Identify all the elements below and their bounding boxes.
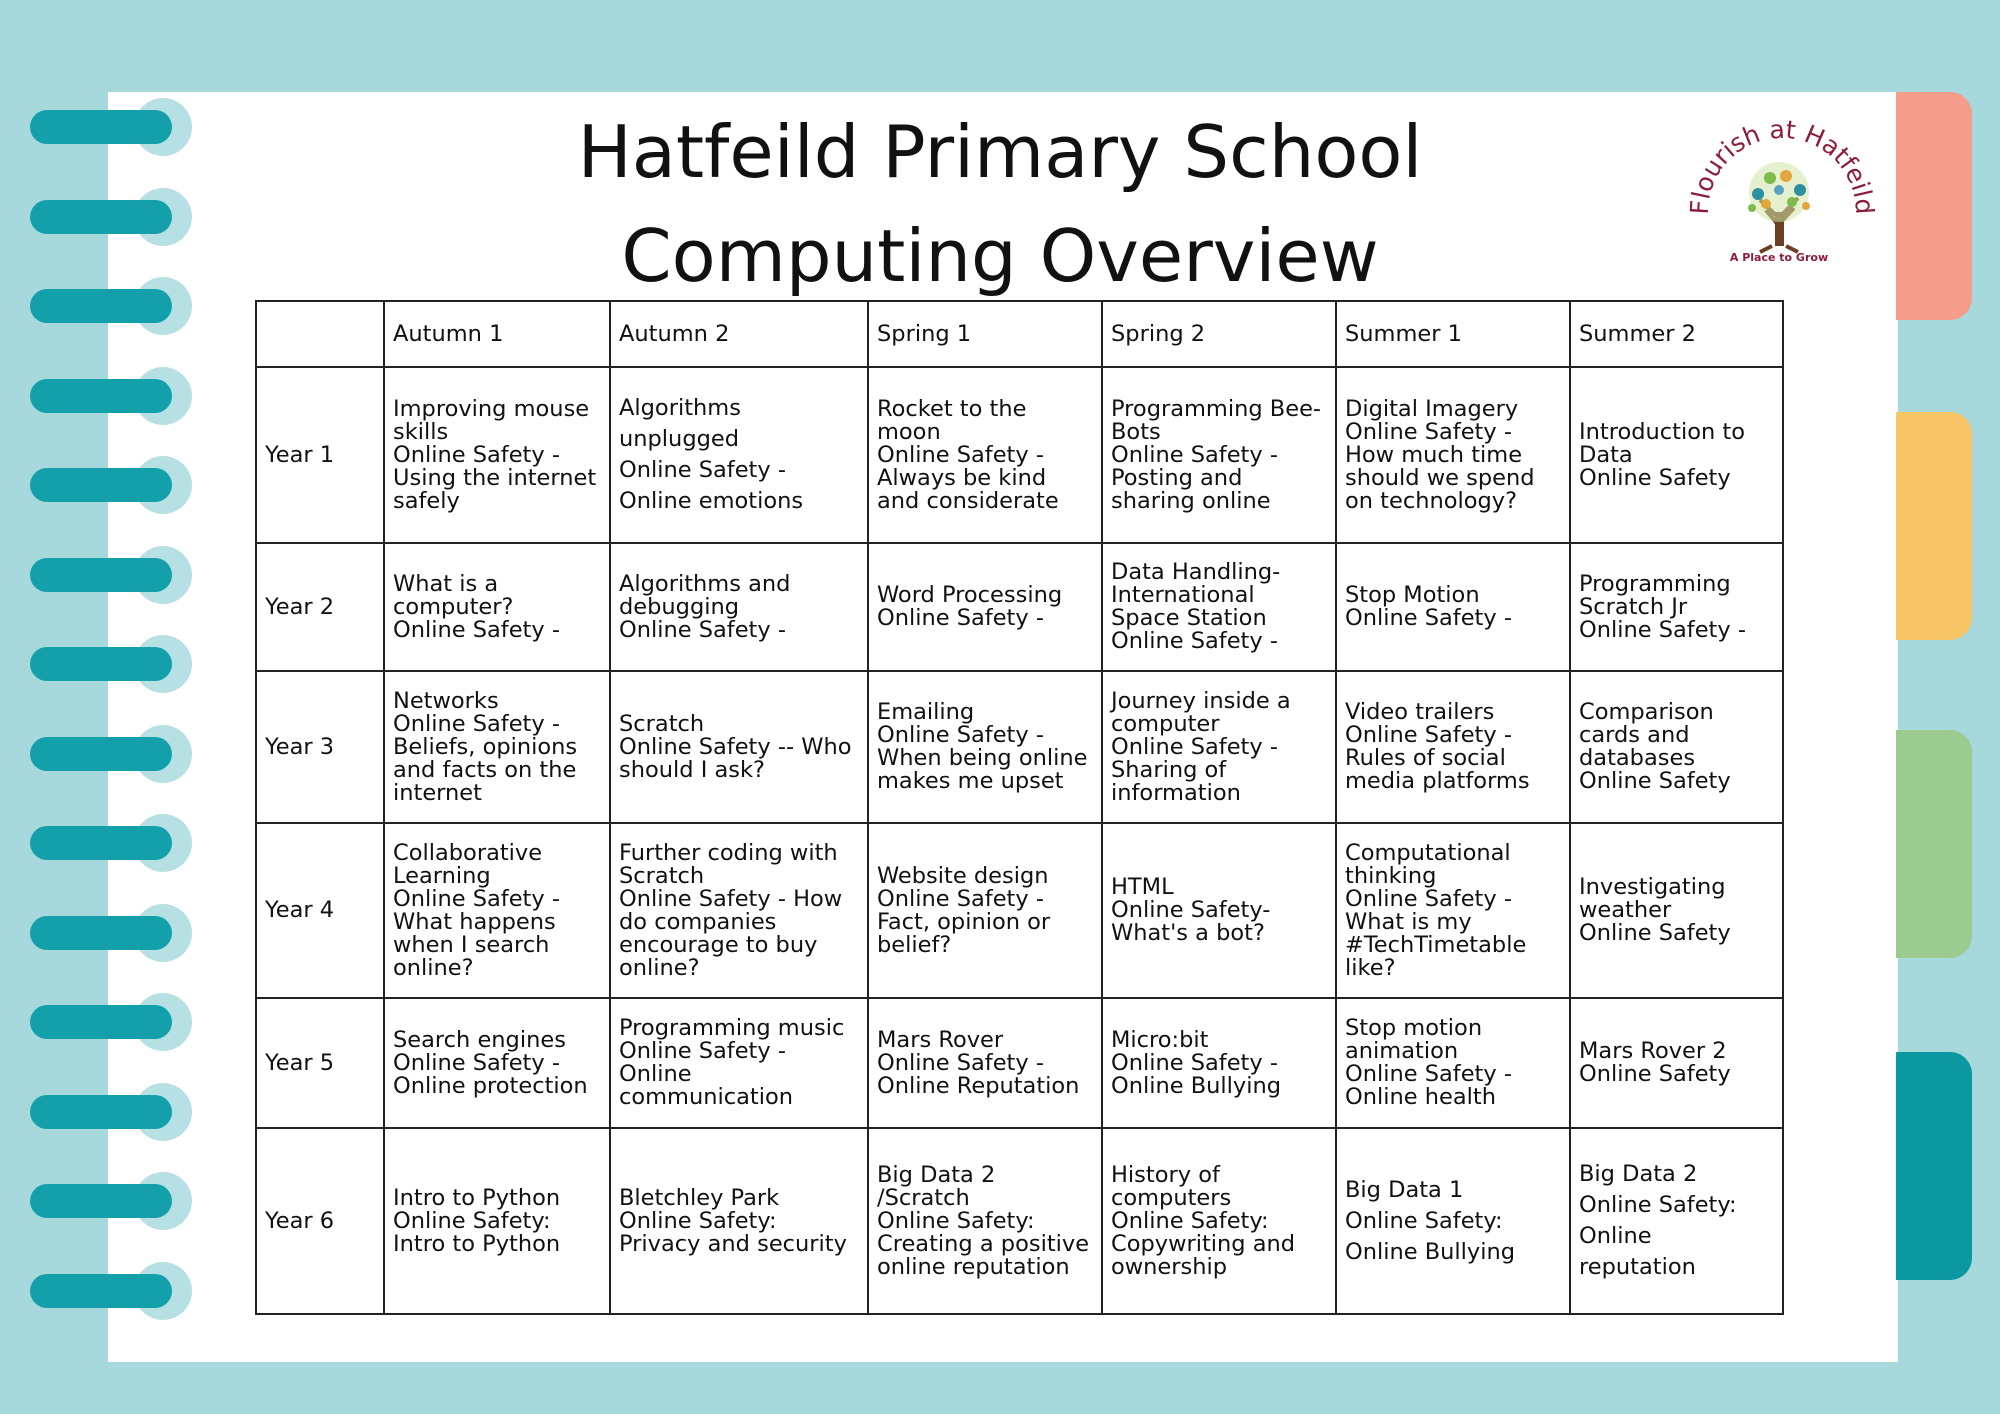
- header-spring-2: Spring 2: [1102, 301, 1336, 367]
- year-label: Year 2: [256, 543, 384, 671]
- ring-bar: [30, 468, 172, 502]
- page-title: [400, 100, 1600, 308]
- year-label: Year 1: [256, 367, 384, 543]
- table-cell: Introduction to Data Online Safety: [1570, 367, 1783, 543]
- spiral-ring: [30, 558, 172, 592]
- tab-red[interactable]: [1896, 92, 1972, 320]
- ring-bar: [30, 289, 172, 323]
- table-cell: Networks Online Safety - Beliefs, opinions and facts on the internet: [384, 671, 610, 823]
- header-autumn-2: Autumn 2: [610, 301, 868, 367]
- ring-bar: [30, 379, 172, 413]
- title-line-2: Computing Overview: [621, 214, 1379, 298]
- table-cell: Word Processing Online Safety -: [868, 543, 1102, 671]
- table-cell: Video trailers Online Safety - Rules of social media platforms: [1336, 671, 1570, 823]
- table-row: [256, 543, 1783, 671]
- table-cell: Big Data 2 Online Safety: Online reputation: [1570, 1128, 1783, 1314]
- table-cell: Website design Online Safety - Fact, opinion or belief?: [868, 823, 1102, 998]
- table-cell: Digital Imagery Online Safety - How much time should we spend on technology?: [1336, 367, 1570, 543]
- ring-bar: [30, 826, 172, 860]
- table-cell: Big Data 1 Online Safety: Online Bullying: [1336, 1128, 1570, 1314]
- ring-bar: [30, 558, 172, 592]
- spiral-ring: [30, 737, 172, 771]
- table-header-row: [256, 301, 1783, 367]
- spiral-ring: [30, 826, 172, 860]
- logo-tagline: A Place to Grow: [1729, 251, 1829, 264]
- header-spring-1: Spring 1: [868, 301, 1102, 367]
- ring-bar: [30, 1095, 172, 1129]
- spiral-ring: [30, 110, 172, 144]
- table-cell: Mars Rover Online Safety - Online Reputation: [868, 998, 1102, 1128]
- table-cell: Micro:bit Online Safety - Online Bullying: [1102, 998, 1336, 1128]
- tab-yellow[interactable]: [1896, 412, 1972, 640]
- spiral-ring: [30, 1274, 172, 1308]
- year-label: Year 4: [256, 823, 384, 998]
- table-cell: Scratch Online Safety -- Who should I ask?: [610, 671, 868, 823]
- year-label: Year 3: [256, 671, 384, 823]
- tab-teal[interactable]: [1896, 1052, 1972, 1280]
- table-cell: Rocket to the moon Online Safety - Always be kind and considerate: [868, 367, 1102, 543]
- table-cell: Collaborative Learning Online Safety - What happens when I search online?: [384, 823, 610, 998]
- spiral-ring: [30, 916, 172, 950]
- header-autumn-1: Autumn 1: [384, 301, 610, 367]
- table-cell: Journey inside a computer Online Safety - Sharing of information: [1102, 671, 1336, 823]
- table-row: [256, 823, 1783, 998]
- table-cell: Intro to Python Online Safety: Intro to Python: [384, 1128, 610, 1314]
- year-label: Year 6: [256, 1128, 384, 1314]
- spiral-ring: [30, 200, 172, 234]
- logo-text: Flourish at Hatfeild: [1684, 114, 1880, 216]
- ring-bar: [30, 1005, 172, 1039]
- ring-bar: [30, 110, 172, 144]
- title-line-1: Hatfeild Primary School: [577, 110, 1423, 194]
- table-cell: Programming Scratch Jr Online Safety -: [1570, 543, 1783, 671]
- table-cell: Stop motion animation Online Safety - Online health: [1336, 998, 1570, 1128]
- table-cell: Improving mouse skills Online Safety - Using the internet safely: [384, 367, 610, 543]
- ring-bar: [30, 1184, 172, 1218]
- tree-icon: [1748, 162, 1810, 252]
- table-cell: Search engines Online Safety - Online protection: [384, 998, 610, 1128]
- table-cell: Investigating weather Online Safety: [1570, 823, 1783, 998]
- table-cell: Programming Bee-Bots Online Safety - Posting and sharing online: [1102, 367, 1336, 543]
- year-label: Year 5: [256, 998, 384, 1128]
- spiral-ring: [30, 289, 172, 323]
- spiral-ring: [30, 468, 172, 502]
- table-cell: HTML Online Safety- What's a bot?: [1102, 823, 1336, 998]
- ring-bar: [30, 200, 172, 234]
- table-row: [256, 671, 1783, 823]
- table-cell: Computational thinking Online Safety - What is my #TechTimetable like?: [1336, 823, 1570, 998]
- spiral-ring: [30, 1095, 172, 1129]
- table-row: [256, 367, 1783, 543]
- table-cell: Algorithms unplugged Online Safety - Online emotions: [610, 367, 868, 543]
- header-corner: [256, 301, 384, 367]
- table-cell: Emailing Online Safety - When being online makes me upset: [868, 671, 1102, 823]
- table-cell: Bletchley Park Online Safety: Privacy and security: [610, 1128, 868, 1314]
- table-row: [256, 1128, 1783, 1314]
- table-cell: Further coding with Scratch Online Safety - How do companies encourage to buy online?: [610, 823, 868, 998]
- ring-bar: [30, 916, 172, 950]
- table-cell: Mars Rover 2 Online Safety: [1570, 998, 1783, 1128]
- table-cell: Comparison cards and databases Online Safety: [1570, 671, 1783, 823]
- table-cell: Stop Motion Online Safety -: [1336, 543, 1570, 671]
- table-cell: Data Handling- International Space Station Online Safety -: [1102, 543, 1336, 671]
- ring-bar: [30, 647, 172, 681]
- table-cell: Big Data 2 /Scratch Online Safety: Creating a positive online reputation: [868, 1128, 1102, 1314]
- school-logo: [1680, 100, 1880, 270]
- header-summer-1: Summer 1: [1336, 301, 1570, 367]
- table-cell: What is a computer? Online Safety -: [384, 543, 610, 671]
- table-cell: History of computers Online Safety: Copywriting and ownership: [1102, 1128, 1336, 1314]
- spiral-ring: [30, 379, 172, 413]
- table-cell: Programming music Online Safety - Online communication: [610, 998, 868, 1128]
- computing-overview-table: [255, 300, 1784, 1315]
- spiral-ring: [30, 1184, 172, 1218]
- spiral-ring: [30, 647, 172, 681]
- ring-bar: [30, 737, 172, 771]
- table-cell: Algorithms and debugging Online Safety -: [610, 543, 868, 671]
- tab-green[interactable]: [1896, 730, 1972, 958]
- spiral-ring: [30, 1005, 172, 1039]
- table-row: [256, 998, 1783, 1128]
- header-summer-2: Summer 2: [1570, 301, 1783, 367]
- ring-bar: [30, 1274, 172, 1308]
